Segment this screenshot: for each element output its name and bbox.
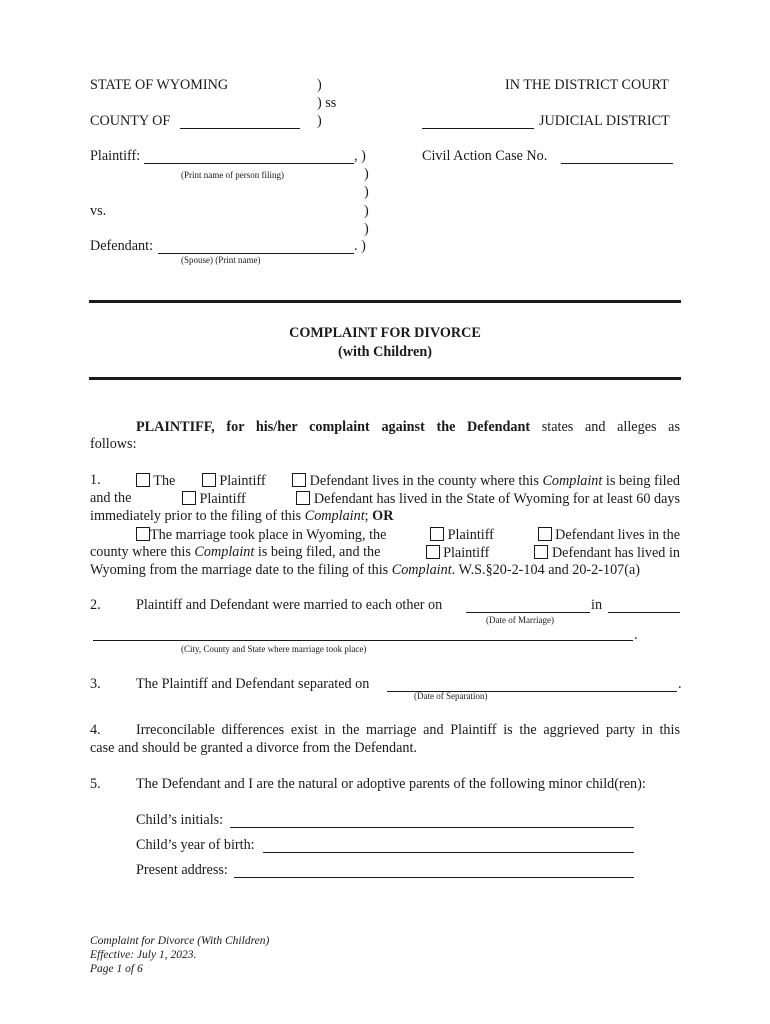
item2-number: 2. bbox=[90, 597, 101, 613]
footer bbox=[90, 934, 269, 976]
item3-text: The Plaintiff and Defendant separated on bbox=[136, 676, 370, 692]
marriage-place-field[interactable] bbox=[93, 626, 633, 641]
intro-line2: follows: bbox=[90, 436, 137, 452]
title-rule-bottom bbox=[89, 377, 681, 380]
state-label: STATE OF WYOMING bbox=[90, 77, 229, 93]
item2-in: in bbox=[591, 597, 603, 613]
checkbox[interactable] bbox=[292, 473, 306, 487]
checkbox[interactable] bbox=[136, 473, 150, 487]
spouse-hint: (Spouse) (Print name) bbox=[181, 255, 261, 265]
case-no-label: Civil Action Case No. bbox=[422, 148, 548, 164]
item5-number: 5. bbox=[90, 776, 101, 792]
plaintiff-label: Plaintiff: bbox=[90, 148, 141, 164]
plaintiff-name-field[interactable] bbox=[144, 149, 354, 164]
item1-number: 1. bbox=[90, 472, 101, 488]
checkbox[interactable] bbox=[430, 527, 444, 541]
ss-label: ) ss bbox=[317, 95, 337, 111]
item4-number: 4. bbox=[90, 722, 101, 738]
page-subtitle: (with Children) bbox=[338, 344, 432, 360]
date-of-marriage-field[interactable] bbox=[466, 598, 590, 613]
footer-form-title: Complaint for Divorce (With Children) bbox=[90, 935, 270, 947]
checkbox[interactable] bbox=[182, 491, 196, 505]
title-rule-top bbox=[89, 300, 681, 303]
vs-label: vs. bbox=[90, 203, 107, 219]
caption-paren: ) bbox=[364, 166, 369, 182]
present-address-label: Present address: bbox=[136, 862, 228, 878]
item1-line2: and the Plaintiff Defendant has lived in the State of Wyoming for at least 60 days bbox=[90, 490, 680, 507]
checkbox[interactable] bbox=[296, 491, 310, 505]
caption-paren: . ) bbox=[354, 238, 366, 254]
checkbox[interactable] bbox=[538, 527, 552, 541]
print-name-hint: (Print name of person filing) bbox=[181, 170, 284, 180]
child-initials-label: Child’s initials: bbox=[136, 812, 224, 828]
page-title: COMPLAINT FOR DIVORCE bbox=[289, 325, 481, 341]
court-label: IN THE DISTRICT COURT bbox=[505, 77, 669, 93]
checkbox[interactable] bbox=[426, 545, 440, 559]
date-of-separation-hint: (Date of Separation) bbox=[414, 691, 488, 701]
date-of-marriage-hint: (Date of Marriage) bbox=[486, 615, 554, 625]
item1-line6: Wyoming from the marriage date to the filing of this Complaint. W.S.§20-2-104 and 20-2-107(a) bbox=[90, 562, 641, 578]
item2-text: Plaintiff and Defendant were married to each other on bbox=[136, 597, 443, 613]
item5-text: The Defendant and I are the natural or adoptive parents of the following minor child(ren): bbox=[136, 776, 646, 792]
item3-period: . bbox=[678, 676, 682, 692]
caption-paren: ) bbox=[364, 184, 369, 200]
caption-paren: , ) bbox=[354, 148, 366, 164]
checkbox[interactable] bbox=[534, 545, 548, 559]
intro-line1: PLAINTIFF, for his/her complaint against the Defendant states and alleges as bbox=[136, 419, 680, 435]
marriage-in-field[interactable] bbox=[608, 598, 680, 613]
defendant-label: Defendant: bbox=[90, 238, 154, 254]
item1-line1: The Plaintiff Defendant lives in the county where this Complaint is being filed bbox=[136, 473, 680, 488]
child-birth-year-label: Child’s year of birth: bbox=[136, 837, 255, 853]
item4-line2: case and should be granted a divorce from the Defendant. bbox=[90, 740, 417, 756]
child-birth-year-field[interactable] bbox=[263, 838, 634, 853]
footer-effective-date: Effective: July 1, 2023. bbox=[90, 949, 197, 961]
county-label: COUNTY OF bbox=[90, 113, 171, 129]
item1-line4: The marriage took place in Wyoming, the Plaintiff Defendant lives in the bbox=[136, 527, 680, 542]
county-field[interactable] bbox=[180, 114, 300, 129]
item4-line1: Irreconcilable differences exist in the marriage and Plaintiff is the aggrieved party in this bbox=[136, 722, 680, 738]
item1-line3: immediately prior to the filing of this Complaint; OR bbox=[90, 508, 394, 524]
judicial-district-field[interactable] bbox=[422, 114, 534, 129]
item1-line5: county where this Complaint is being filed, and the Plaintiff Defendant has lived in bbox=[90, 544, 680, 561]
defendant-name-field[interactable] bbox=[158, 239, 354, 254]
item3-number: 3. bbox=[90, 676, 101, 692]
caption-paren: ) bbox=[364, 221, 369, 237]
caption-paren: ) bbox=[364, 203, 369, 219]
child-initials-field[interactable] bbox=[230, 813, 634, 828]
caption-paren: ) bbox=[317, 77, 322, 93]
checkbox[interactable] bbox=[202, 473, 216, 487]
item2-period: . bbox=[634, 627, 638, 643]
footer-page-number: Page 1 of 6 bbox=[90, 963, 143, 975]
present-address-field[interactable] bbox=[234, 863, 634, 878]
case-no-field[interactable] bbox=[561, 149, 673, 164]
date-of-separation-field[interactable] bbox=[387, 677, 677, 692]
caption-paren: ) bbox=[317, 113, 322, 129]
checkbox[interactable] bbox=[136, 527, 150, 541]
marriage-place-hint: (City, County and State where marriage took place) bbox=[181, 644, 367, 654]
judicial-district-label: JUDICIAL DISTRICT bbox=[539, 113, 670, 129]
